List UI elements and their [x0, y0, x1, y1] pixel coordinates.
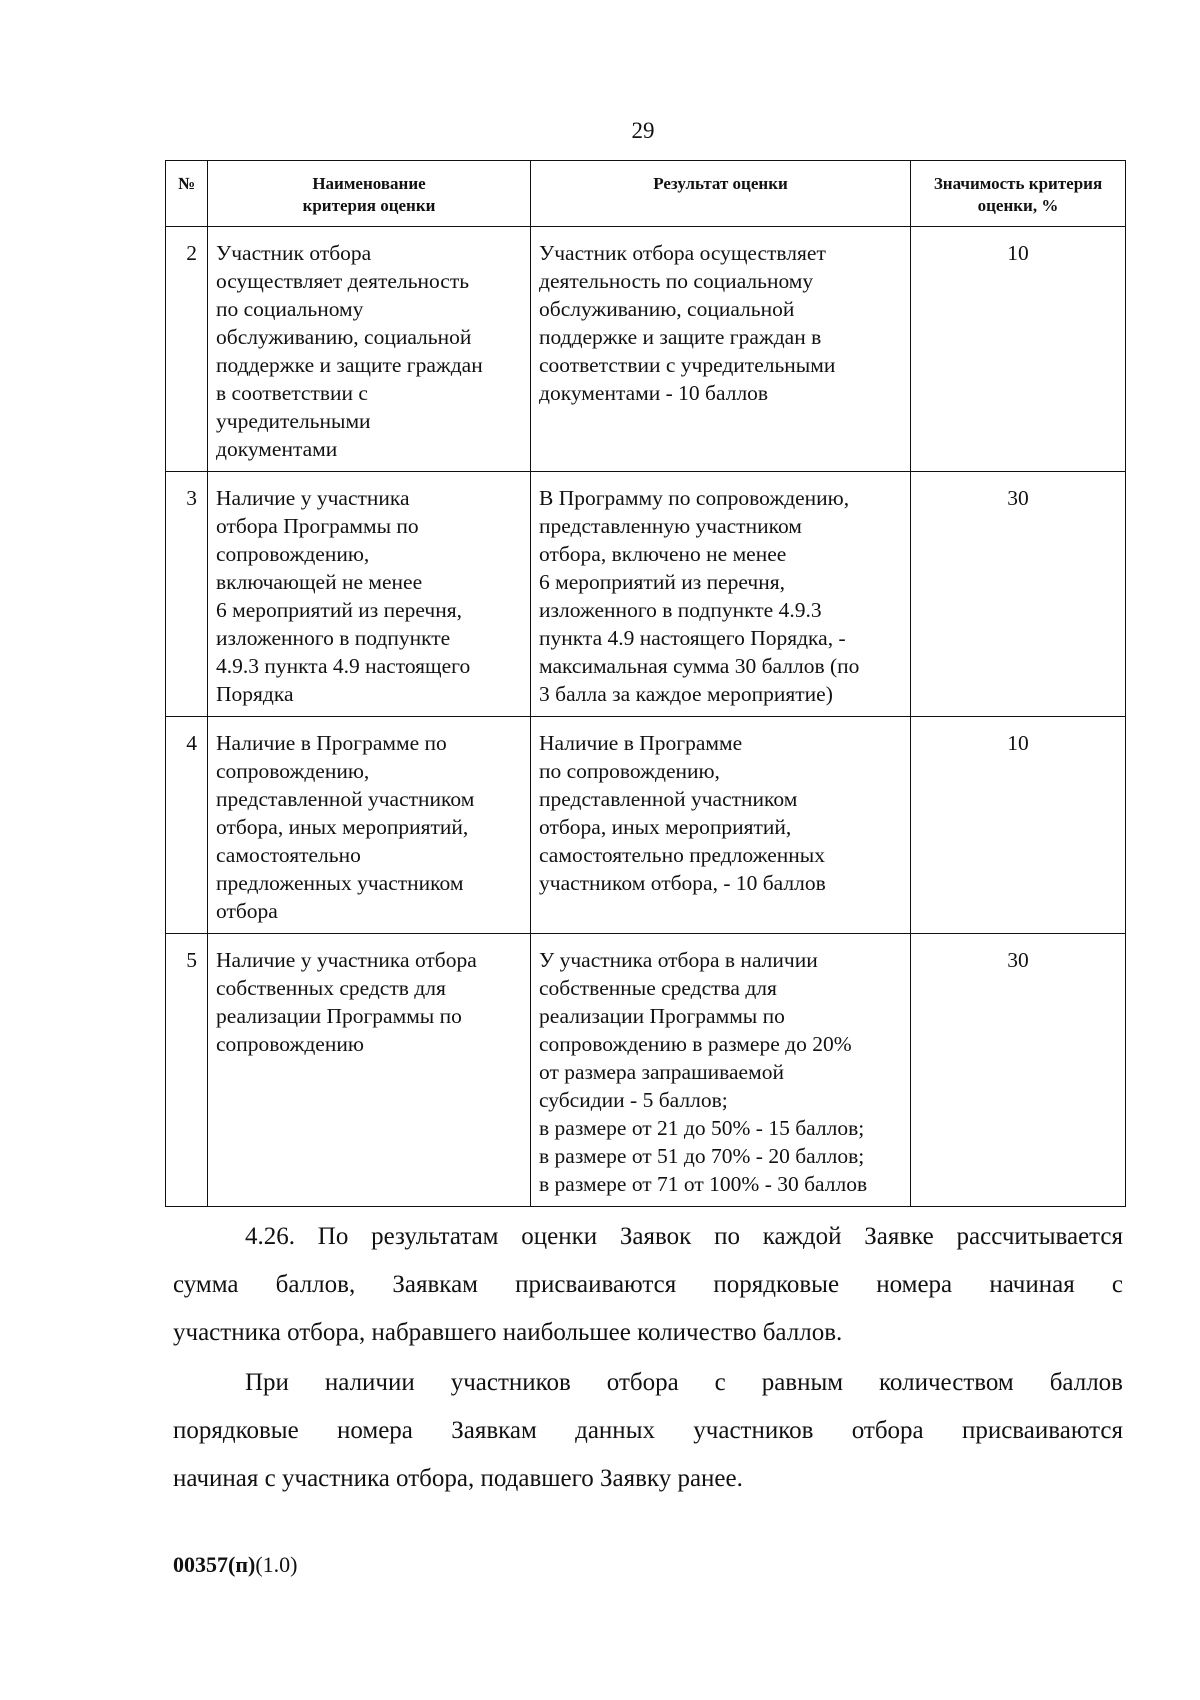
criterion-result-line: самостоятельно предложенных [539, 843, 825, 867]
criterion-weight: 10 [1007, 241, 1029, 265]
paragraph-line: участника отбора, набравшего наибольшее количество баллов. [173, 1319, 843, 1346]
table-row [166, 717, 1126, 934]
criterion-result-line: в размере от 51 до 70% - 20 баллов; [539, 1144, 865, 1168]
paragraph-4-26 [173, 1213, 1123, 1357]
header-weight-line: оценки, % [977, 196, 1059, 215]
criterion-result-line: 3 балла за каждое мероприятие) [539, 682, 833, 706]
paragraph-line: порядковые номера Заявкам данных участников отбора присваиваются [173, 1417, 1123, 1444]
criterion-result-line: Участник отбора осуществляет [539, 241, 826, 265]
criterion-name-line: сопровождению [216, 1032, 364, 1056]
table-header [166, 161, 1126, 227]
criterion-result-cell [531, 227, 911, 472]
criterion-result-line: обслуживанию, социальной [539, 297, 795, 321]
header-row [166, 161, 1126, 227]
header-number [166, 161, 208, 227]
criterion-result-line: 6 мероприятий из перечня, [539, 570, 785, 594]
criterion-name-cell [208, 227, 531, 472]
criterion-name-line: Участник отбора [216, 241, 372, 265]
criterion-name-line: включающей не менее [216, 570, 423, 594]
header-name [208, 161, 531, 227]
row-number-cell [166, 717, 208, 934]
criterion-weight: 30 [1007, 948, 1029, 972]
criterion-name-line: 6 мероприятий из перечня, [216, 598, 462, 622]
criterion-result-line: поддержке и защите граждан в [539, 325, 822, 349]
criterion-result-cell [531, 934, 911, 1207]
header-weight-line: Значимость критерия [933, 174, 1103, 193]
criterion-result-line: в размере от 21 до 50% - 15 баллов; [539, 1116, 865, 1140]
page-number-text: 29 [631, 118, 655, 143]
criterion-name-line: предложенных участником [216, 871, 464, 895]
criteria-table [165, 160, 1126, 1207]
criterion-name-line: Порядка [216, 682, 294, 706]
table-row [166, 934, 1126, 1207]
criterion-weight: 30 [1007, 486, 1029, 510]
criterion-result-line: пункта 4.9 настоящего Порядка, - [539, 626, 846, 650]
criterion-result-line: участником отбора, - 10 баллов [539, 871, 826, 895]
criterion-name-line: осуществляет деятельность [216, 269, 470, 293]
row-number: 2 [186, 241, 197, 265]
table-row [166, 472, 1126, 717]
header-number-text: № [177, 174, 196, 193]
document-code-bold: 00357(п) [173, 1552, 256, 1577]
criterion-name-line: Наличие у участника отбора [216, 948, 477, 972]
criterion-name-cell [208, 717, 531, 934]
criterion-name-line: в соответствии с [216, 381, 368, 405]
header-result [531, 161, 911, 227]
criterion-name-line: Наличие в Программе по [216, 731, 447, 755]
row-number-cell [166, 472, 208, 717]
criterion-name-line: самостоятельно [216, 843, 361, 867]
criterion-result-line: собственные средства для [539, 976, 777, 1000]
criterion-name-line: реализации Программы по [216, 1004, 462, 1028]
criterion-result-line: в размере от 71 от 100% - 30 баллов [539, 1172, 868, 1196]
row-number-cell [166, 934, 208, 1207]
table-body [166, 227, 1126, 1207]
criterion-name-line: обслуживанию, социальной [216, 325, 472, 349]
criterion-result-line: от размера запрашиваемой [539, 1060, 784, 1084]
criterion-weight-cell [911, 227, 1126, 472]
paragraph-equal-scores [173, 1359, 1123, 1503]
criterion-name-line: отбора [216, 899, 278, 923]
criterion-result-line: по сопровождению, [539, 759, 720, 783]
criterion-name-cell [208, 472, 531, 717]
header-result-line: Результат оценки [653, 174, 788, 193]
criterion-name-line: собственных средств для [216, 976, 446, 1000]
criterion-name-line: изложенного в подпункте [216, 626, 451, 650]
paragraph-line: 4.26. По результатам оценки Заявок по каждой Заявке рассчитывается [245, 1223, 1123, 1250]
page-number [43, 118, 1200, 144]
row-number: 4 [186, 731, 197, 755]
document-code [173, 1552, 297, 1578]
criterion-name-line: 4.9.3 пункта 4.9 настоящего [216, 654, 471, 678]
header-name-line: Наименование [312, 174, 426, 193]
criterion-name-line: документами [216, 437, 338, 461]
criterion-weight-cell [911, 472, 1126, 717]
row-number: 5 [186, 948, 197, 972]
criterion-result-line: сопровождению в размере до 20% [539, 1032, 852, 1056]
criterion-result-line: субсидии - 5 баллов; [539, 1088, 728, 1112]
criterion-result-line: деятельность по социальному [539, 269, 814, 293]
header-weight [911, 161, 1126, 227]
document-code-version: (1.0) [255, 1552, 298, 1577]
paragraph-line: начиная с участника отбора, подавшего Заявку ранее. [173, 1465, 743, 1492]
criterion-result-line: максимальная сумма 30 баллов (по [539, 654, 860, 678]
criterion-name-line: сопровождению, [216, 759, 370, 783]
criterion-name-line: поддержке и защите граждан [216, 353, 483, 377]
criterion-name-cell [208, 934, 531, 1207]
criterion-name-line: учредительными [216, 409, 371, 433]
criterion-name-line: по социальному [216, 297, 364, 321]
criterion-weight-cell [911, 717, 1126, 934]
criterion-result-cell [531, 472, 911, 717]
criterion-result-line: отбора, иных мероприятий, [539, 815, 792, 839]
criterion-result-line: представленной участником [539, 787, 798, 811]
criterion-weight-cell [911, 934, 1126, 1207]
criterion-result-line: изложенного в подпункте 4.9.3 [539, 598, 822, 622]
criterion-result-line: соответствии с учредительными [539, 353, 836, 377]
criterion-result-line: отбора, включено не менее [539, 542, 787, 566]
row-number: 3 [186, 486, 197, 510]
row-number-cell [166, 227, 208, 472]
criterion-result-line: У участника отбора в наличии [539, 948, 818, 972]
paragraph-line: При наличии участников отбора с равным количеством баллов [245, 1369, 1123, 1396]
table-row [166, 227, 1126, 472]
criterion-result-cell [531, 717, 911, 934]
criterion-weight: 10 [1007, 731, 1029, 755]
criterion-result-line: документами - 10 баллов [539, 381, 769, 405]
criterion-name-line: представленной участником [216, 787, 475, 811]
criterion-result-line: реализации Программы по [539, 1004, 785, 1028]
criterion-result-line: представленную участником [539, 514, 802, 538]
criterion-name-line: сопровождению, [216, 542, 370, 566]
criterion-result-line: В Программу по сопровождению, [539, 486, 850, 510]
header-name-line: критерия оценки [302, 196, 436, 215]
criterion-result-line: Наличие в Программе [539, 731, 743, 755]
criterion-name-line: Наличие у участника [216, 486, 410, 510]
paragraph-line: сумма баллов, Заявкам присваиваются порядковые номера начиная с [173, 1271, 1123, 1298]
criterion-name-line: отбора, иных мероприятий, [216, 815, 469, 839]
criterion-name-line: отбора Программы по [216, 514, 419, 538]
